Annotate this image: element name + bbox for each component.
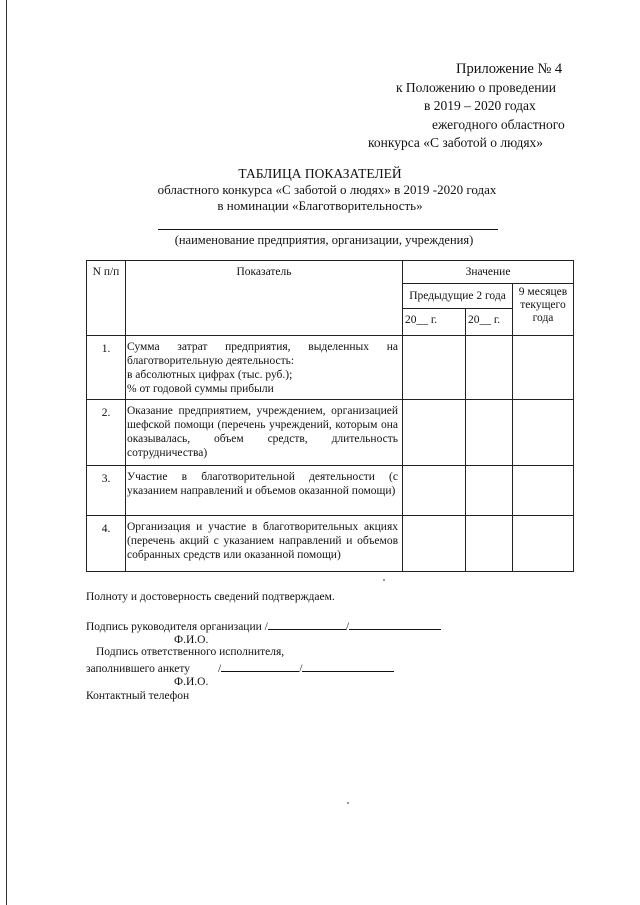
title-nomination: в номинации «Благотворительность» xyxy=(217,198,423,213)
value-cell xyxy=(466,516,513,572)
scan-speck xyxy=(383,579,385,581)
filled-form-label: заполнившего анкету xyxy=(86,663,191,675)
appendix-number: Приложение № 4 xyxy=(456,61,563,77)
scan-speck xyxy=(347,802,349,804)
signature-separator: / xyxy=(345,621,350,633)
row-number: 4. xyxy=(87,516,126,572)
contact-phone-label: Контактный телефон xyxy=(86,690,190,702)
row-text-line: в абсолютных цифрах (тыс. руб.); xyxy=(127,369,293,381)
head-signature-label: Подпись руководителя организации / xyxy=(86,621,268,633)
executor-fio-caption: Ф.И.О. xyxy=(174,676,209,688)
row-indicator xyxy=(126,466,403,516)
organization-name-caption: (наименование предприятия, организации, учреждения) xyxy=(174,233,474,247)
row-indicator xyxy=(126,400,403,466)
value-cell xyxy=(466,466,513,516)
appendix-annual: ежегодного областного xyxy=(432,116,565,132)
row-text-line: Сумма затрат предприятия, выделенных на благотворительную деятельность: xyxy=(127,341,398,367)
row-indicator xyxy=(126,336,403,400)
header-num: N п/п xyxy=(87,261,126,336)
value-cell xyxy=(513,516,574,572)
indicators-table xyxy=(86,260,574,572)
appendix-header xyxy=(368,60,578,153)
row-number: 2. xyxy=(87,400,126,466)
row-number: 3. xyxy=(87,466,126,516)
executor-name-field[interactable] xyxy=(302,660,394,672)
row-text-line: Участие в благотворительной деятельности (с указанием направлений и объемов оказанной помощи) xyxy=(127,471,398,497)
head-signature-field[interactable] xyxy=(268,618,346,630)
row-text-line: % от годовой суммы прибыли xyxy=(127,383,274,395)
head-name-field[interactable] xyxy=(349,618,441,630)
header-indicator: Показатель xyxy=(126,261,403,336)
value-cell xyxy=(403,400,466,466)
header-nine-months: 9 месяцев текущего года xyxy=(513,284,574,336)
table-row xyxy=(87,336,574,400)
header-value: Значение xyxy=(403,261,574,284)
value-cell xyxy=(466,336,513,400)
page-left-edge xyxy=(6,0,7,905)
document-title xyxy=(0,166,640,214)
value-cell xyxy=(403,466,466,516)
value-cell xyxy=(466,400,513,466)
value-cell xyxy=(513,400,574,466)
confirmation-text: Полноту и достоверность сведений подтверждаем. xyxy=(86,591,335,603)
row-text-line: Оказание предприятием, учреждением, организацией шефской помощи (перечень учреждений, которым она оказывалась, объем средств, длительность сотрудничества) xyxy=(127,405,398,459)
executor-signature-row xyxy=(86,660,394,676)
signature-separator: / xyxy=(299,663,303,675)
title-contest: областного конкурса «С заботой о людях» в 2019 -2020 годах xyxy=(157,182,497,197)
row-number: 1. xyxy=(87,336,126,400)
table-row xyxy=(87,466,574,516)
value-cell xyxy=(513,336,574,400)
value-cell xyxy=(513,466,574,516)
appendix-contest: конкурса «С заботой о людях» xyxy=(368,135,544,150)
header-previous-years: Предыдущие 2 года xyxy=(403,284,513,309)
head-fio-caption: Ф.И.О. xyxy=(174,634,209,646)
value-cell xyxy=(403,516,466,572)
head-signature-row xyxy=(86,618,441,634)
table-row xyxy=(87,400,574,466)
appendix-years: в 2019 – 2020 годах xyxy=(424,98,536,113)
table-row xyxy=(87,516,574,572)
row-text-line: Организация и участие в благотворительных акциях (перечень акций с указанием направлений и объемов собранных средств или оказанной помощи) xyxy=(127,521,398,561)
value-cell xyxy=(403,336,466,400)
row-indicator xyxy=(126,516,403,572)
header-year-2: 20__ г. xyxy=(466,309,513,336)
appendix-regulation: к Положению о проведении xyxy=(396,79,556,95)
title-main: ТАБЛИЦА ПОКАЗАТЕЛЕЙ xyxy=(238,166,402,181)
executor-signature-field[interactable] xyxy=(221,660,299,672)
signature-separator: / xyxy=(218,663,222,675)
organization-name-line xyxy=(158,229,498,230)
header-year-1: 20__ г. xyxy=(403,309,466,336)
executor-signature-label: Подпись ответственного исполнителя, xyxy=(96,646,285,658)
